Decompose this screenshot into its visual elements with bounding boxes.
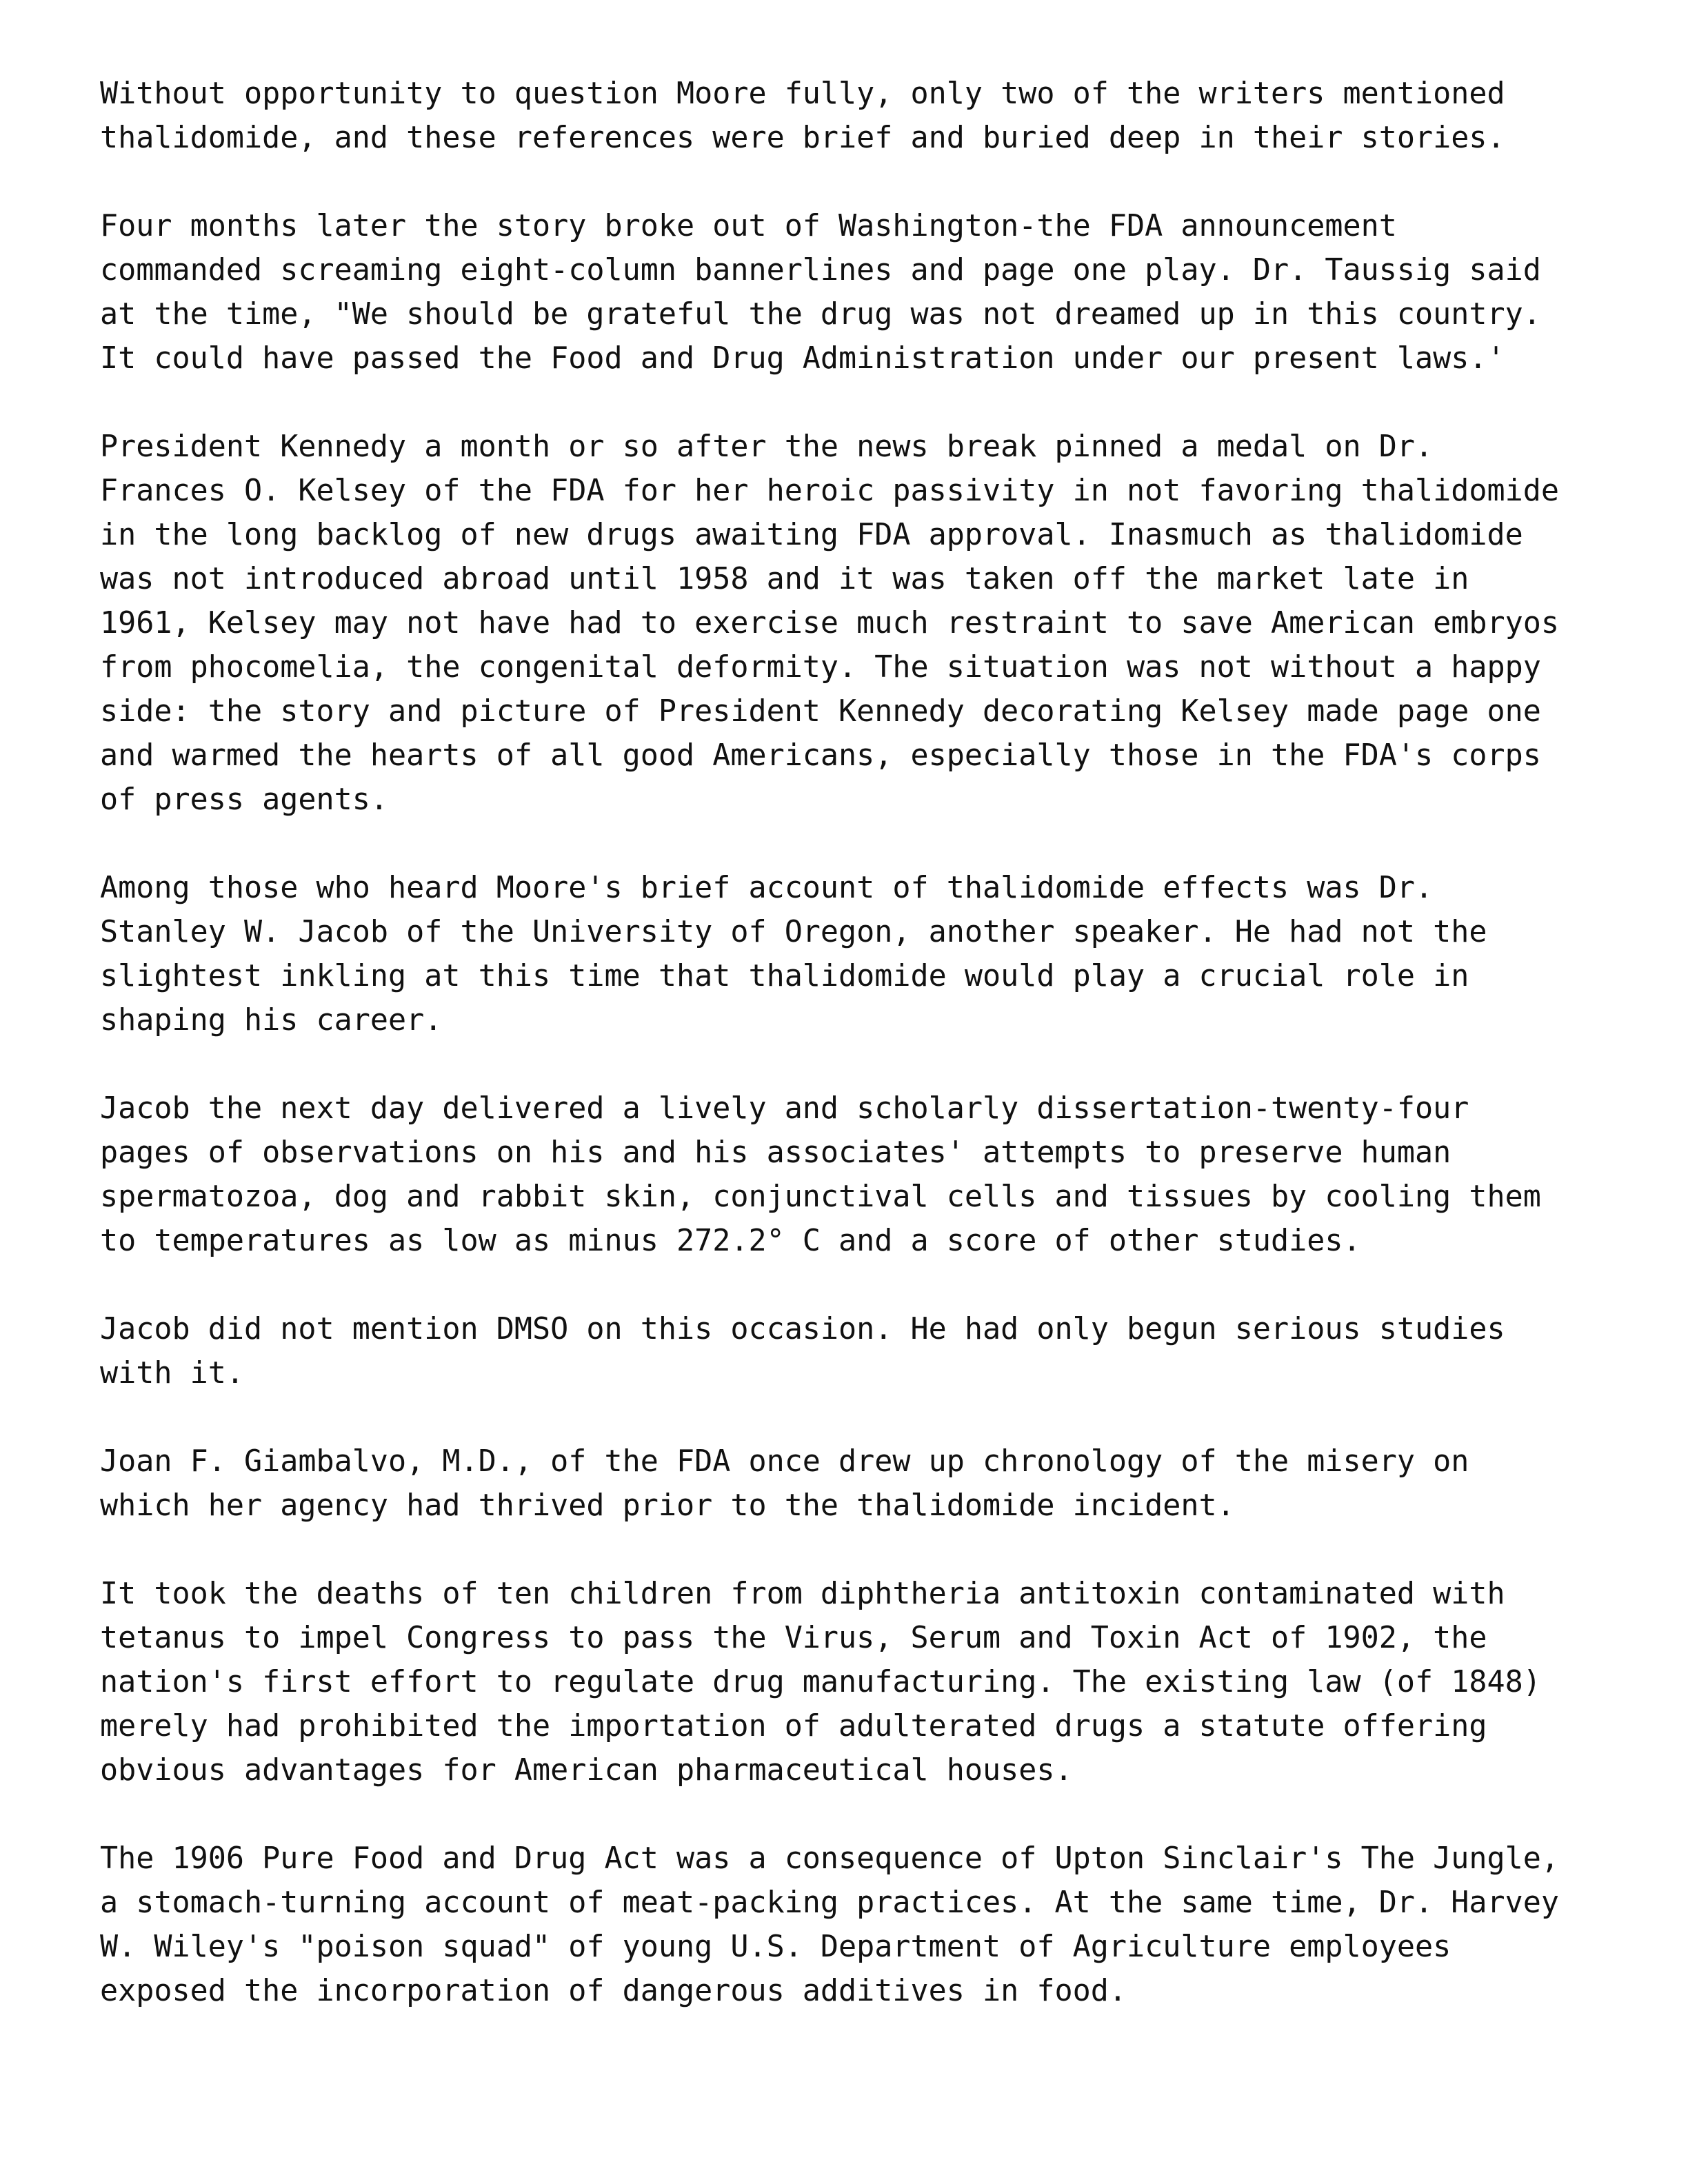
text-line: a stomach-turning account of meat-packing practices. At the same time, Dr. Harvey (100, 1885, 1559, 1920)
paragraph-1906-act (100, 1837, 1651, 2013)
text-line: was not introduced abroad until 1958 and it was taken off the market late in (100, 562, 1469, 596)
paragraph-dmso (100, 1307, 1651, 1395)
text-line: Stanley W. Jacob of the University of Oregon, another speaker. He had not the (100, 915, 1487, 949)
text-line: spermatozoa, dog and rabbit skin, conjunctival cells and tissues by cooling them (100, 1180, 1541, 1214)
text-line: and warmed the hearts of all good Americans, especially those in the FDA's corps (100, 738, 1541, 773)
text-line: President Kennedy a month or so after the news break pinned a medal on Dr. (100, 429, 1434, 464)
text-line: Jacob did not mention DMSO on this occasion. He had only begun serious studies (100, 1312, 1505, 1346)
text-line: Without opportunity to question Moore fully, only two of the writers mentioned (100, 77, 1505, 111)
paragraph-fda-announcement (100, 204, 1651, 381)
text-line: W. Wiley's "poison squad" of young U.S. Department of Agriculture employees (100, 1930, 1451, 1964)
text-line: slightest inkling at this time that thalidomide would play a crucial role in (100, 959, 1469, 993)
text-line: Among those who heard Moore's brief account of thalidomide effects was Dr. (100, 871, 1434, 905)
paragraph-jacob-dissertation (100, 1086, 1651, 1263)
paragraph-jacob-intro (100, 866, 1651, 1042)
text-line: commanded screaming eight-column bannerlines and page one play. Dr. Taussig said (100, 253, 1541, 287)
text-line: thalidomide, and these references were brief and buried deep in their stories. (100, 121, 1505, 155)
text-line: exposed the incorporation of dangerous additives in food. (100, 1974, 1127, 2008)
paragraph-kennedy-kelsey (100, 425, 1651, 822)
text-line: tetanus to impel Congress to pass the Virus, Serum and Toxin Act of 1902, the (100, 1621, 1487, 1655)
text-line: nation's first effort to regulate drug manufacturing. The existing law (of 1848) (100, 1665, 1541, 1699)
text-line: It took the deaths of ten children from diphtheria antitoxin contaminated with (100, 1577, 1505, 1611)
text-line: in the long backlog of new drugs awaiting FDA approval. Inasmuch as thalidomide (100, 518, 1523, 552)
text-line: from phocomelia, the congenital deformity. The situation was not without a happy (100, 650, 1541, 685)
text-line: side: the story and picture of President Kennedy decorating Kelsey made page one (100, 694, 1541, 729)
text-line: obvious advantages for American pharmaceutical houses. (100, 1753, 1073, 1788)
text-line: merely had prohibited the importation of adulterated drugs a statute offering (100, 1709, 1487, 1743)
text-line: Four months later the story broke out of Washington-the FDA announcement (100, 209, 1397, 243)
text-line: with it. (100, 1356, 244, 1391)
text-line: to temperatures as low as minus 272.2° C and a score of other studies. (100, 1224, 1361, 1258)
text-line: The 1906 Pure Food and Drug Act was a consequence of Upton Sinclair's The Jungle, (100, 1841, 1559, 1876)
text-line: Joan F. Giambalvo, M.D., of the FDA once drew up chronology of the misery on (100, 1444, 1469, 1479)
text-line: pages of observations on his and his associates' attempts to preserve human (100, 1135, 1451, 1170)
text-line: of press agents. (100, 782, 388, 817)
text-line: 1961, Kelsey may not have had to exercise much restraint to save American embryos (100, 606, 1559, 640)
text-line: shaping his career. (100, 1003, 443, 1038)
document-page (100, 72, 1651, 2057)
paragraph-1902-act (100, 1572, 1651, 1792)
text-line: which her agency had thrived prior to the thalidomide incident. (100, 1488, 1235, 1523)
text-line: Frances O. Kelsey of the FDA for her heroic passivity in not favoring thalidomide (100, 474, 1559, 508)
text-line: Jacob the next day delivered a lively and scholarly dissertation-twenty-four (100, 1091, 1469, 1126)
paragraph-giambalvo (100, 1439, 1651, 1528)
paragraph-moore-writers (100, 72, 1651, 160)
text-line: at the time, "We should be grateful the drug was not dreamed up in this country. (100, 297, 1541, 332)
text-line: It could have passed the Food and Drug Administration under our present laws.' (100, 341, 1505, 376)
